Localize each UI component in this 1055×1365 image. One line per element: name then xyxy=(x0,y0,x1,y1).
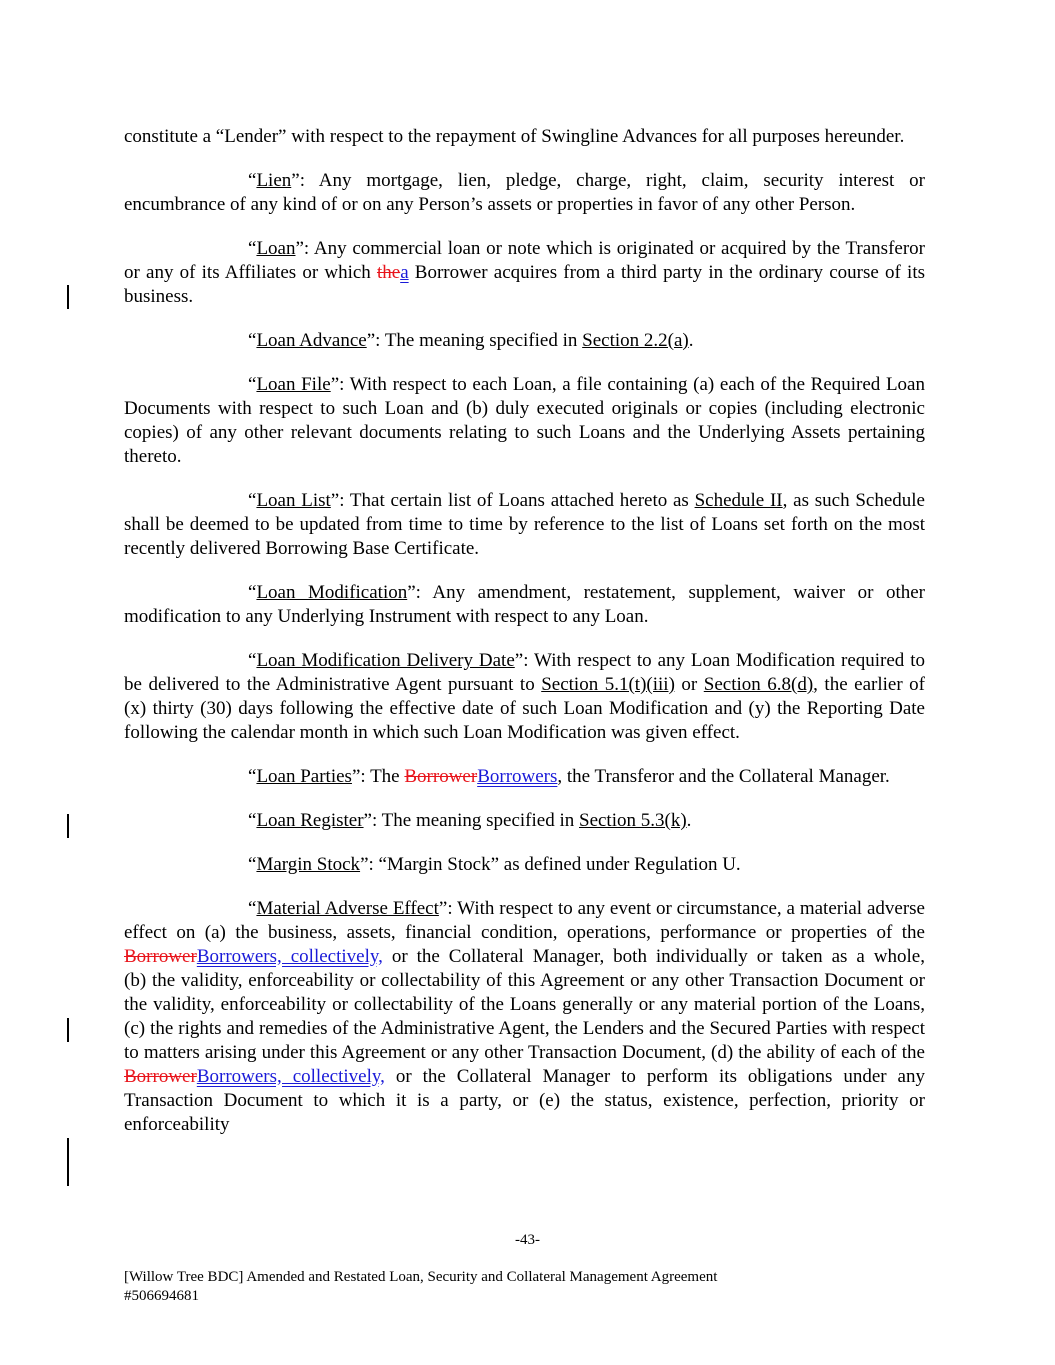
text: ”: The meaning specified in xyxy=(366,330,583,351)
defined-term: Schedule II xyxy=(694,490,783,511)
paragraph xyxy=(124,489,925,561)
text: ”: Any commercial loan or note which is originated or acquired by the Transferor or any of its Affiliates or which xyxy=(124,238,925,283)
defined-term: Loan Modification xyxy=(256,582,408,603)
text: ”: With respect to each Loan, a file containing (a) each of the Required Loan Documents with respect to such Loan and (b) duly executed originals or copies (including electronic copies) of any other relevant documents relating to such Loans and the Underlying Assets pertaining thereto. xyxy=(124,374,925,467)
text: ”: Any amendment, restatement, supplement, waiver or other modification to any Underlying Instrument with respect to any Loan. xyxy=(124,582,925,627)
inserted-text: a xyxy=(400,262,409,283)
deleted-text: Borrower xyxy=(124,1066,197,1087)
defined-term: Loan List xyxy=(256,490,331,511)
change-bar xyxy=(67,285,69,309)
text: . xyxy=(688,330,694,351)
paragraph xyxy=(124,581,925,629)
text: “ xyxy=(248,238,257,259)
deleted-text: Borrower xyxy=(124,946,197,967)
text: “ xyxy=(248,330,257,351)
inserted-text: Borrowers, collectively, xyxy=(196,1066,385,1087)
text: constitute a “Lender” with respect to the repayment of Swingline Advances for all purposes hereunder. xyxy=(124,126,905,147)
text: , the Transferor and the Collateral Manager. xyxy=(557,766,890,787)
text: ”: That certain list of Loans attached hereto as xyxy=(330,490,695,511)
text: , the earlier of (x) thirty (30) days following the effective date of such Loan Modification and (y) the Reporting Date following the calendar month in which such Loan Modification was given effect. xyxy=(124,674,926,743)
text: Borrower acquires from a third party in the ordinary course of its business. xyxy=(124,262,925,307)
defined-term: Section 2.2(a) xyxy=(582,330,689,351)
defined-term: Section 6.8(d) xyxy=(703,674,814,695)
footer-doc-id: #506694681 xyxy=(124,1288,199,1304)
defined-term: Lien xyxy=(256,170,292,191)
paragraph xyxy=(124,897,925,1137)
paragraph xyxy=(124,125,925,149)
defined-term: Loan Parties xyxy=(256,766,352,787)
text: “ xyxy=(248,810,257,831)
text: “ xyxy=(248,898,257,919)
text: “ xyxy=(248,650,257,671)
text: ”: The meaning specified in xyxy=(363,810,579,831)
text: or the Collateral Manager to perform its obligations under any Transaction Document to which it is a party, or (e) the status, existence, perfection, priority or enforceability xyxy=(124,1066,925,1135)
deleted-text: the xyxy=(376,262,401,283)
defined-term: Material Adverse Effect xyxy=(256,898,439,919)
defined-term: Loan Modification Delivery Date xyxy=(256,650,515,671)
defined-term: Loan Advance xyxy=(256,330,367,351)
text: ”: With respect to any Loan Modification required to be delivered to the Administrative Agent pursuant to xyxy=(124,650,925,695)
text: “ xyxy=(248,374,257,395)
defined-term: Section 5.1(t)(iii) xyxy=(541,674,675,695)
text: ”: Any mortgage, lien, pledge, charge, right, claim, security interest or encumbrance of any kind of or on any Person’s assets or properties in favor of any other Person. xyxy=(124,170,925,215)
paragraph xyxy=(124,329,925,353)
change-bar xyxy=(67,1138,69,1186)
page-number: -43- xyxy=(515,1232,540,1248)
paragraph xyxy=(124,809,925,833)
deleted-text: Borrower xyxy=(404,766,478,787)
defined-term: Section 5.3(k) xyxy=(579,810,687,831)
inserted-text: Borrowers xyxy=(477,766,558,787)
footer-title: [Willow Tree BDC] Amended and Restated Loan, Security and Collateral Management Agreement xyxy=(124,1269,718,1285)
inserted-text: Borrowers, collectively, xyxy=(196,946,383,967)
text: . xyxy=(686,810,692,831)
text: or the Collateral Manager, both individually or taken as a whole, (b) the validity, enforceability or collectability of this Agreement or any other Transaction Document or the validity, enforceability or collectability of the Loans generally or any material portion of the Loans, (c) the rights and remedies of the Administrative Agent, the Lenders and the Secured Parties with respect to matters arising under this Agreement or any other Transaction Document, (d) the ability of each of the xyxy=(124,946,925,1063)
text: “ xyxy=(248,854,257,875)
paragraph xyxy=(124,169,925,217)
defined-term: Margin Stock xyxy=(256,854,361,875)
text: “ xyxy=(248,766,257,787)
text: , as such Schedule shall be deemed to be updated from time to time by reference to the list of Loans set forth on the most recently delivered Borrowing Base Certificate. xyxy=(124,490,925,559)
paragraph xyxy=(124,373,925,469)
text: “ xyxy=(248,490,257,511)
paragraph xyxy=(124,649,925,745)
document-body xyxy=(124,125,925,1157)
change-bar xyxy=(67,814,69,838)
text: ”: The xyxy=(351,766,405,787)
paragraph xyxy=(124,765,925,789)
paragraph xyxy=(124,237,925,309)
paragraph xyxy=(124,853,925,877)
defined-term: Loan xyxy=(256,238,296,259)
text: “ xyxy=(248,582,257,603)
text: ”: “Margin Stock” as defined under Regulation U. xyxy=(360,854,741,875)
footer xyxy=(124,1268,717,1306)
defined-term: Loan Register xyxy=(256,810,364,831)
text: ”: With respect to any event or circumstance, a material adverse effect on (a) the business, assets, financial condition, operations, performance or properties of the xyxy=(124,898,925,943)
text: or xyxy=(674,674,704,695)
defined-term: Loan File xyxy=(256,374,331,395)
text: “ xyxy=(248,170,257,191)
change-bar xyxy=(67,1018,69,1042)
